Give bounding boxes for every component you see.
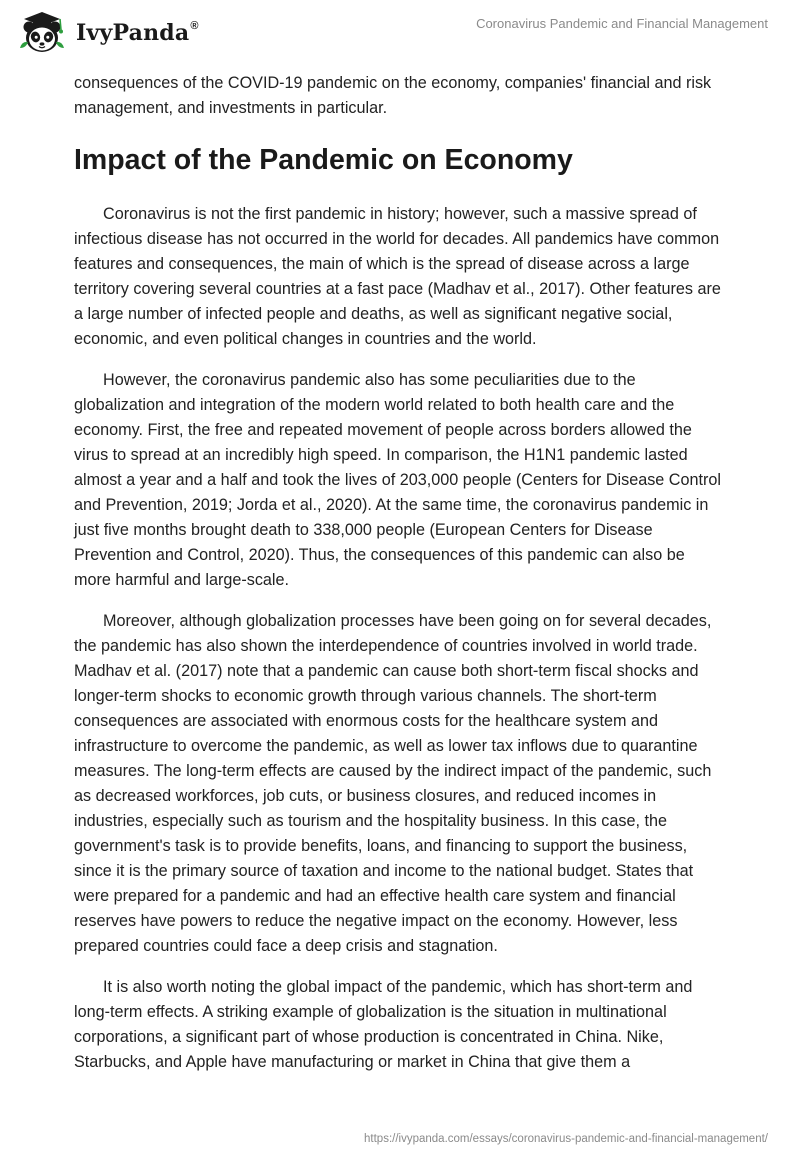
panda-graduate-icon <box>14 8 70 56</box>
brand-name: IvyPanda® <box>76 19 199 46</box>
essay-content <box>74 71 724 1091</box>
document-title: Coronavirus Pandemic and Financial Management <box>476 16 768 31</box>
source-url[interactable]: https://ivypanda.com/essays/coronavirus-pandemic-and-financial-management/ <box>364 1133 768 1145</box>
body-paragraph: It is also worth noting the global impact of the pandemic, which has short-term and long-term effects. A striking example of globalization is the situation in multinational corporations, a significant part of whose production is concentrated in China. Nike, Starbucks, and Apple have manufacturing or market in China that give them a <box>74 978 693 1071</box>
intro-paragraph-tail: consequences of the COVID-19 pandemic on the economy, companies' financial and risk management, and investments in particular. <box>74 74 712 117</box>
body-paragraph: Coronavirus is not the first pandemic in history; however, such a massive spread of infectious disease has not occurred in the world for decades. All pandemics have common features and consequences, the main of which is the spread of disease across a large territory covering several countries at a fast pace (Madhav et al., 2017). Other features are a large number of infected people and deaths, as well as significant negative social, economic, and even political changes in countries and the world. <box>74 205 721 348</box>
body-paragraph: However, the coronavirus pandemic also has some peculiarities due to the globalization and integration of the modern world related to both health care and the economy. First, the free and repeated movement of people across borders allowed the virus to spread at an incredibly high speed. In comparison, the H1N1 pandemic lasted almost a year and a half and took the lives of 203,000 people (Centers for Disease Control and Prevention, 2019; Jorda et al., 2020). At the same time, the coronavirus pandemic in just five months brought death to 338,000 people (European Centers for Disease Prevention and Control, 2020). Thus, the consequences of this pandemic can also be more harmful and large-scale. <box>74 371 721 589</box>
ivypanda-logo[interactable] <box>14 8 199 56</box>
page-header <box>0 0 800 64</box>
section-heading: Impact of the Pandemic on Economy <box>74 144 573 176</box>
body-paragraph: Moreover, although globalization processes have been going on for several decades, the pandemic has also shown the interdependence of countries involved in world trade. Madhav et al. (2017) note that a pandemic can cause both short-term fiscal shocks and longer-term shocks to economic growth through various channels. The short-term consequences are associated with enormous costs for the healthcare system and infrastructure to overcome the pandemic, as well as lower tax inflows due to quarantine measures. The long-term effects are caused by the indirect impact of the pandemic, such as decreased workforces, job cuts, or business closures, and reduced incomes in industries, especially such as tourism and the hospitality business. In this case, the government's task is to provide benefits, loans, and financing to support the business, since it is the primary source of taxation and income to the national budget. States that were prepared for a pandemic and had an effective health care system and financial reserves have powers to reduce the negative impact on the economy. However, less prepared countries could face a deep crisis and stagnation. <box>74 612 712 955</box>
